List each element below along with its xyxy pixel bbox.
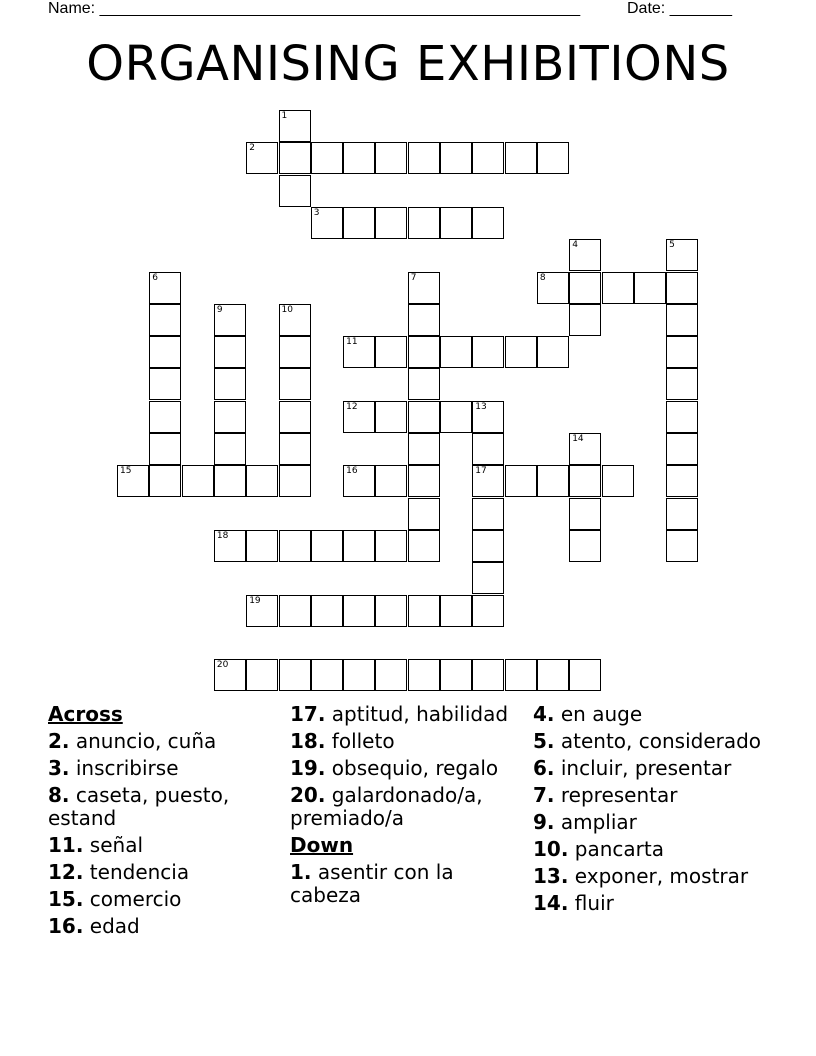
clue-item-text: en auge — [554, 702, 643, 726]
name-blank: ______________________________________________________ — [99, 0, 581, 17]
clues-column-3 — [533, 703, 773, 919]
clue-item-text: galardonado/a, premiado/a — [290, 783, 483, 830]
grid-cell — [279, 175, 311, 207]
grid-cell — [279, 659, 311, 691]
grid-cell — [472, 433, 504, 465]
grid-cell — [602, 272, 634, 304]
clue-item-text: caseta, puesto, estand — [48, 783, 230, 830]
clue-item — [533, 703, 773, 726]
clue-item-number: 13. — [533, 864, 569, 888]
date-label: Date: — [627, 0, 666, 17]
grid-cell — [472, 401, 504, 433]
grid-cell — [472, 595, 504, 627]
grid-cell — [279, 142, 311, 174]
clue-number: 2 — [249, 143, 255, 154]
clue-item-number: 11. — [48, 833, 84, 857]
grid-cell — [569, 659, 601, 691]
clue-item-text: tendencia — [83, 860, 190, 884]
grid-cell — [408, 433, 440, 465]
grid-cell — [440, 142, 472, 174]
clue-number: 12 — [346, 401, 358, 412]
grid-cell — [343, 530, 375, 562]
grid-cell — [279, 304, 311, 336]
clue-item — [48, 784, 278, 830]
clue-number: 18 — [216, 530, 229, 541]
clue-item — [48, 888, 278, 911]
clue-item-text: obsequio, regalo — [325, 756, 499, 780]
grid-cell — [246, 142, 278, 174]
grid-cell — [375, 465, 407, 497]
grid-cell — [311, 207, 343, 239]
grid-cell — [149, 304, 181, 336]
grid-cell — [569, 272, 601, 304]
clue-item — [533, 730, 773, 753]
clue-number: 5 — [669, 240, 675, 251]
clue-number: 6 — [152, 272, 159, 283]
grid-cell — [343, 465, 375, 497]
grid-cell — [440, 207, 472, 239]
grid-cell — [537, 142, 569, 174]
clue-number: 3 — [313, 207, 320, 218]
grid-cell — [408, 498, 440, 530]
clue-item-number: 17. — [290, 702, 326, 726]
grid-cell — [569, 498, 601, 530]
clue-item-text: ampliar — [554, 810, 637, 834]
grid-cell — [149, 272, 181, 304]
grid-cell — [214, 336, 246, 368]
grid-cell — [408, 272, 440, 304]
grid-cell — [634, 272, 666, 304]
grid-cell — [246, 595, 278, 627]
grid-cell — [472, 465, 504, 497]
grid-cell — [472, 142, 504, 174]
clue-number: 11 — [346, 337, 358, 348]
clue-item — [533, 757, 773, 780]
clue-item-number: 10. — [533, 837, 569, 861]
clue-number: 1 — [281, 111, 288, 121]
grid-cell — [569, 239, 601, 271]
grid-cell — [472, 530, 504, 562]
clue-item-number: 6. — [533, 756, 555, 780]
clue-item — [533, 892, 773, 915]
grid-cell — [279, 336, 311, 368]
clue-item-number: 19. — [290, 756, 326, 780]
grid-cell — [408, 401, 440, 433]
clue-item-number: 4. — [533, 702, 555, 726]
grid-cell — [569, 433, 601, 465]
clue-item-number: 2. — [48, 729, 70, 753]
clue-number: 9 — [216, 304, 223, 315]
clue-item — [533, 784, 773, 807]
grid-cell — [408, 207, 440, 239]
clue-item-number: 16. — [48, 914, 84, 938]
clue-number: 15 — [120, 466, 132, 477]
grid-cell — [279, 465, 311, 497]
grid-cell — [279, 530, 311, 562]
clues-column-1 — [48, 703, 278, 942]
grid-cell — [666, 272, 698, 304]
clue-item — [290, 703, 520, 726]
clue-item — [533, 865, 773, 888]
date-field — [627, 0, 732, 18]
grid-cell — [408, 368, 440, 400]
grid-cell — [375, 595, 407, 627]
clues-column-2 — [290, 703, 520, 911]
grid-cell — [602, 465, 634, 497]
grid-cell — [666, 433, 698, 465]
grid-cell — [343, 142, 375, 174]
clue-item-number: 9. — [533, 810, 555, 834]
grid-cell — [408, 595, 440, 627]
grid-cell — [505, 659, 537, 691]
grid-cell — [408, 336, 440, 368]
clue-item — [48, 834, 278, 857]
grid-cell — [279, 401, 311, 433]
clue-item-text: representar — [554, 783, 678, 807]
clue-item-text: fluir — [568, 891, 614, 915]
clue-item-text: pancarta — [568, 837, 664, 861]
grid-cell — [375, 336, 407, 368]
grid-cell — [440, 401, 472, 433]
grid-cell — [214, 659, 246, 691]
grid-cell — [408, 304, 440, 336]
clue-item-number: 14. — [533, 891, 569, 915]
grid-cell — [214, 433, 246, 465]
grid-cell — [117, 465, 149, 497]
grid-cell — [343, 659, 375, 691]
clue-item-text: asentir con la cabeza — [290, 860, 454, 907]
clue-item-number: 1. — [290, 860, 312, 884]
grid-cell — [375, 142, 407, 174]
grid-cell — [214, 304, 246, 336]
clue-item-text: atento, considerado — [554, 729, 762, 753]
clue-number: 19 — [249, 595, 261, 606]
grid-cell — [375, 659, 407, 691]
grid-cell — [666, 304, 698, 336]
clue-item-text: inscribirse — [69, 756, 179, 780]
clue-item — [290, 730, 520, 753]
clue-item — [48, 730, 278, 753]
grid-cell — [505, 142, 537, 174]
clue-item-text: aptitud, habilidad — [325, 702, 509, 726]
grid-cell — [149, 336, 181, 368]
grid-cell — [537, 465, 569, 497]
clue-item-number: 15. — [48, 887, 84, 911]
grid-cell — [666, 336, 698, 368]
clue-number: 7 — [410, 272, 417, 283]
grid-cell — [472, 562, 504, 594]
grid-cell — [569, 304, 601, 336]
grid-cell — [537, 272, 569, 304]
grid-cell — [375, 530, 407, 562]
grid-cell — [505, 336, 537, 368]
grid-cell — [408, 142, 440, 174]
clue-number: 13 — [475, 401, 487, 412]
clue-number: 4 — [572, 240, 578, 251]
clue-item-text: incluir, presentar — [554, 756, 732, 780]
grid-cell — [279, 110, 311, 142]
grid-cell — [472, 659, 504, 691]
page-title: ORGANISING EXHIBITIONS — [86, 36, 730, 92]
grid-cell — [440, 336, 472, 368]
clue-item-number: 5. — [533, 729, 555, 753]
down-heading: Down — [290, 833, 354, 857]
grid-cell — [666, 530, 698, 562]
grid-cell — [666, 401, 698, 433]
grid-cell — [182, 465, 214, 497]
clue-item-number: 20. — [290, 783, 326, 807]
across-heading: Across — [48, 702, 123, 726]
grid-cell — [569, 530, 601, 562]
clue-item-text: exponer, mostrar — [568, 864, 749, 888]
clue-item-text: señal — [83, 833, 144, 857]
clue-item-number: 8. — [48, 783, 70, 807]
grid-cell — [343, 336, 375, 368]
grid-cell — [569, 465, 601, 497]
clue-item — [533, 811, 773, 834]
name-field — [48, 0, 580, 18]
grid-cell — [472, 207, 504, 239]
clue-item-number: 18. — [290, 729, 326, 753]
grid-cell — [311, 142, 343, 174]
clue-item — [48, 861, 278, 884]
clue-item-number: 12. — [48, 860, 84, 884]
grid-cell — [246, 659, 278, 691]
clue-item-text: comercio — [83, 887, 182, 911]
grid-cell — [408, 659, 440, 691]
clue-item-text: folleto — [325, 729, 395, 753]
grid-cell — [666, 498, 698, 530]
clue-number: 16 — [346, 466, 358, 477]
grid-cell — [375, 207, 407, 239]
grid-cell — [375, 401, 407, 433]
grid-cell — [246, 465, 278, 497]
grid-cell — [408, 530, 440, 562]
grid-cell — [343, 401, 375, 433]
grid-cell — [343, 207, 375, 239]
grid-cell — [214, 465, 246, 497]
clue-item — [48, 915, 278, 938]
name-label: Name: — [48, 0, 96, 17]
clue-number: 14 — [572, 434, 584, 444]
grid-cell — [311, 659, 343, 691]
grid-cell — [279, 368, 311, 400]
clue-item-number: 3. — [48, 756, 70, 780]
grid-cell — [214, 368, 246, 400]
clue-item-number: 7. — [533, 783, 555, 807]
clue-item — [290, 784, 520, 830]
grid-cell — [666, 465, 698, 497]
grid-cell — [214, 530, 246, 562]
grid-cell — [472, 498, 504, 530]
clue-number: 17 — [475, 466, 487, 477]
grid-cell — [279, 595, 311, 627]
clue-item-text: anuncio, cuña — [69, 729, 217, 753]
grid-cell — [311, 530, 343, 562]
clue-item — [290, 861, 520, 907]
clue-item — [533, 838, 773, 861]
grid-cell — [343, 595, 375, 627]
grid-cell — [149, 401, 181, 433]
grid-cell — [246, 530, 278, 562]
grid-cell — [666, 239, 698, 271]
clue-item-text: edad — [83, 914, 140, 938]
clue-number: 8 — [539, 272, 546, 283]
grid-cell — [472, 336, 504, 368]
clue-item — [290, 757, 520, 780]
grid-cell — [149, 368, 181, 400]
clue-number: 20 — [216, 660, 229, 671]
clue-item — [48, 757, 278, 780]
grid-cell — [537, 336, 569, 368]
grid-cell — [149, 465, 181, 497]
grid-cell — [311, 595, 343, 627]
grid-cell — [214, 401, 246, 433]
grid-cell — [408, 465, 440, 497]
grid-cell — [440, 659, 472, 691]
grid-cell — [666, 368, 698, 400]
grid-cell — [440, 595, 472, 627]
grid-cell — [505, 465, 537, 497]
grid-cell — [149, 433, 181, 465]
clue-number: 10 — [281, 304, 293, 315]
grid-cell — [537, 659, 569, 691]
date-blank: _______ — [669, 0, 732, 17]
grid-cell — [279, 433, 311, 465]
